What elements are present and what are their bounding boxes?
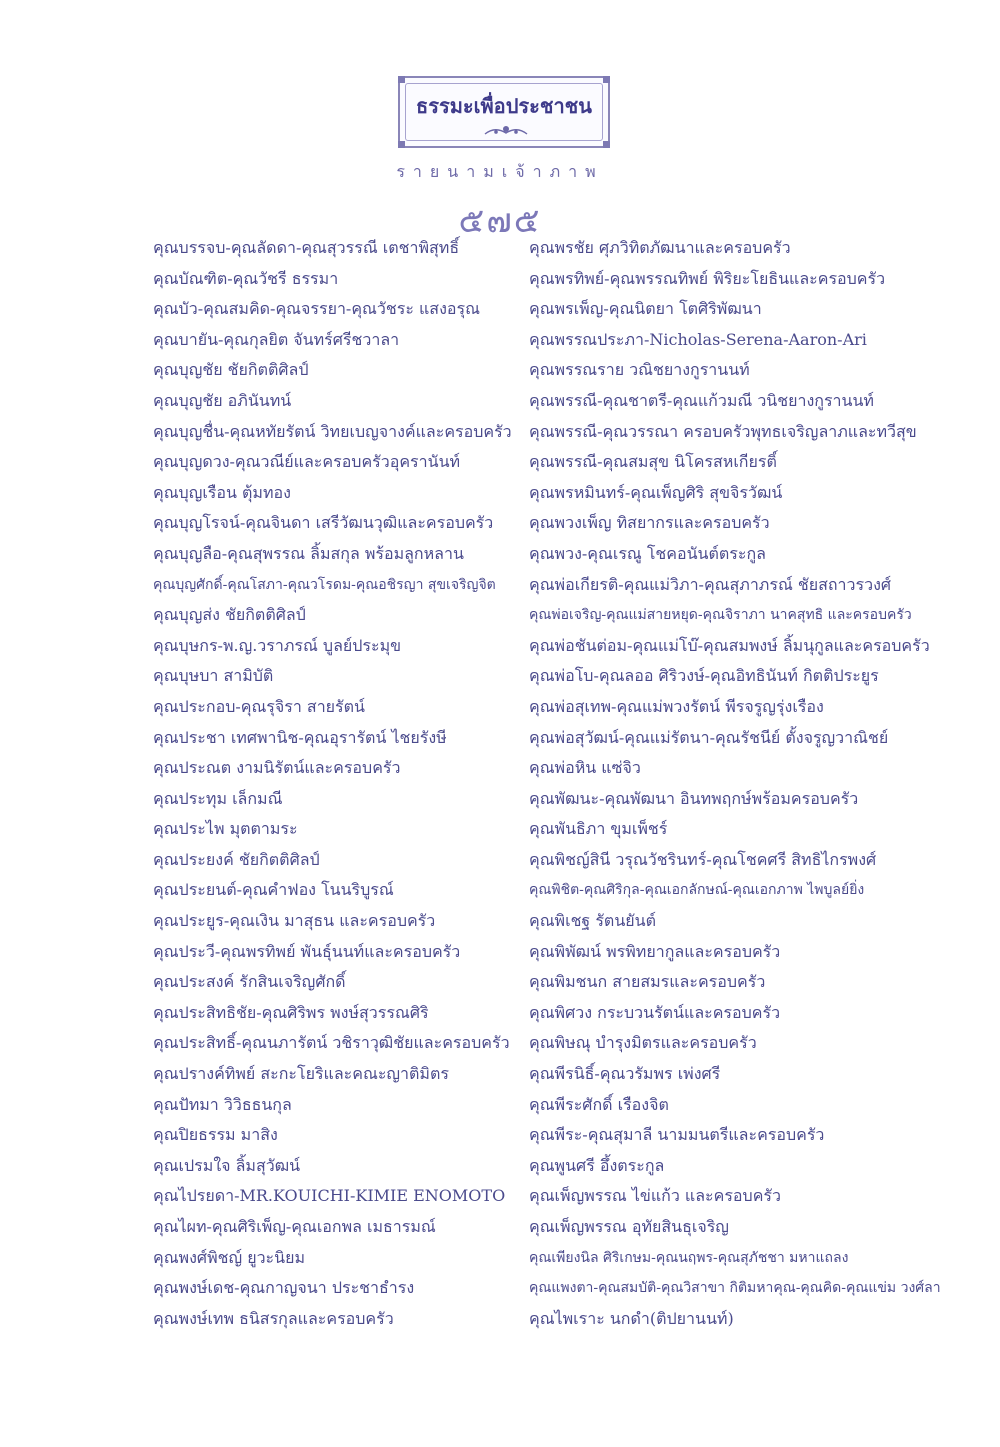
list-item: คุณบุษบา สามิบัติ	[153, 666, 274, 686]
list-item: คุณแพงตา-คุณสมบัติ-คุณวิสาขา กิติมหาคุณ-คุณคิด-คุณแข่ม วงศ์ลา	[529, 1280, 941, 1297]
list-item: คุณพวงเพ็ญ ทิสยากรและครอบครัว	[529, 513, 770, 533]
list-item: คุณพิชิต-คุณศิริกุล-คุณเอกลักษณ์-คุณเอกภาพ ไพบูลย์ยิ่ง	[529, 882, 865, 899]
list-item: คุณพรทิพย์-คุณพรรณทิพย์ พิริยะโยธินและครอบครัว	[529, 268, 886, 288]
list-item: คุณพีระ-คุณสุมาลี นามมนตรีและครอบครัว	[529, 1125, 825, 1145]
donor-list-right	[529, 233, 969, 1334]
list-item: คุณบุญโรจน์-คุณจินดา เสรีวัฒนวุฒิและครอบครัว	[153, 513, 494, 533]
list-item: คุณพงษ์เทพ ธนิสรกุลและครอบครัว	[153, 1308, 394, 1328]
list-item: คุณไผท-คุณศิริเพ็ญ-คุณเอกพล เมธารมณ์	[153, 1217, 436, 1236]
list-item: คุณบุญชื่น-คุณหทัยรัตน์ วิทยเบญจางค์และครอบครัว	[153, 421, 512, 441]
list-item: คุณบุญดวง-คุณวณีย์และครอบครัวอุครานันท์	[153, 452, 461, 472]
list-item: คุณประชา เทศพานิช-คุณอุรารัตน์ ไชยรังษี	[153, 727, 447, 747]
logo-corner	[603, 141, 610, 148]
list-item: คุณพิเชฐ รัตนยันต์	[529, 911, 656, 931]
list-item: คุณพ่อชันต่อม-คุณแม่โบ๊-คุณสมพงษ์ ลิ้มนุกูลและครอบครัว	[529, 635, 930, 655]
list-item: คุณบุญเรือน ตุ้มทอง	[153, 482, 291, 502]
list-item: คุณพรรณี-คุณวรรณา ครอบครัวพุทธเจริญลาภและทวีสุข	[529, 421, 917, 441]
list-item: คุณประสิทธิชัย-คุณศิริพร พงษ์สุวรรณศิริ	[153, 1002, 429, 1022]
list-item: คุณพิพัฒน์ พรพิทยากูลและครอบครัว	[529, 941, 781, 961]
logo-corner	[398, 141, 405, 148]
list-item: คุณพรเพ็ญ-คุณนิตยา โตศิริพัฒนา	[529, 299, 762, 319]
list-item: คุณบัว-คุณสมคิด-คุณจรรยา-คุณวัชระ แสงอรุณ	[153, 299, 480, 319]
list-item: คุณบายัน-คุณกุลยิต จันทร์ศรีชวาลา	[153, 329, 400, 349]
list-item: คุณพรรณี-คุณสมสุข นิโครสหเกียรติ์	[529, 452, 777, 472]
list-item: คุณประณต งามนิรัตน์และครอบครัว	[153, 758, 401, 778]
list-item: คุณปรางค์ทิพย์ สะกะโยริและคณะญาติมิตร	[153, 1064, 449, 1084]
list-item: คุณประสิทธิ์-คุณนภารัตน์ วชิราวุฒิชัยและครอบครัว	[153, 1033, 510, 1053]
list-item: คุณบัณฑิต-คุณวัชรี ธรรมา	[153, 268, 339, 288]
list-item: คุณไปรยดา-MR.KOUICHI-KIMIE ENOMOTO	[153, 1186, 506, 1206]
list-item: คุณพันธิภา ขุมเพ็ชร์	[529, 819, 668, 839]
list-item: คุณพรรณประภา-Nicholas-Serena-Aaron-Ari	[529, 329, 867, 349]
list-item: คุณไพเราะ นกดำ(ติปยานนท์)	[529, 1308, 734, 1328]
list-item: คุณพ่อโบ-คุณลออ ศิริวงษ์-คุณอิทธินันท์ กิตติประยูร	[529, 666, 879, 686]
list-item: คุณพรหมินทร์-คุณเพ็ญศิริ สุขจิรวัฒน์	[529, 482, 783, 502]
logo-corner	[398, 76, 405, 83]
list-item: คุณบุญลือ-คุณสุพรรณ ลิ้มสกุล พร้อมลูกหลาน	[153, 543, 464, 563]
logo-title: ธรรมะเพื่อประชาชน	[416, 94, 592, 118]
list-item: คุณเพียงนิล ศิริเกษม-คุณนฤพร-คุณสุภัชชา มหาแถลง	[529, 1249, 849, 1266]
list-item: คุณพงษ์เดช-คุณกาญจนา ประชาธำรง	[153, 1278, 415, 1298]
list-item: คุณบุษกร-พ.ญ.วราภรณ์ บูลย์ประมุข	[153, 635, 402, 655]
list-item: คุณเพ็ญพรรณ ไข่แก้ว และครอบครัว	[529, 1186, 781, 1206]
list-item: คุณปิยธรรม มาสิง	[153, 1125, 278, 1145]
list-item: คุณพรรณี-คุณชาตรี-คุณแก้วมณี วนิชยางกูรานนท์	[529, 390, 874, 410]
list-item: คุณประทุม เล็กมณี	[153, 788, 283, 808]
list-item: คุณบุญส่ง ชัยกิตติศิลป์	[153, 605, 306, 625]
list-item: คุณพิษณุ บำรุงมิตรและครอบครัว	[529, 1033, 757, 1053]
list-item: คุณพวง-คุณเรณู โชคอนันต์ตระกูล	[529, 543, 766, 563]
list-item: คุณพัฒนะ-คุณพัฒนา อินทพฤกษ์พร้อมครอบครัว	[529, 788, 859, 808]
list-item: คุณพ่อเจริญ-คุณแม่สายหยุด-คุณจิราภา นาคสุทธิ และครอบครัว	[529, 607, 912, 624]
list-item: คุณพิศวง กระบวนรัตน์และครอบครัว	[529, 1002, 781, 1022]
list-item: คุณเปรมใจ ลิ้มสุวัฒน์	[153, 1155, 301, 1175]
list-item: คุณพ่อหิน แซ่จิว	[529, 758, 641, 778]
list-item: คุณพงศ์พิชญ์ ยูวะนิยม	[153, 1247, 305, 1267]
list-item: คุณบุญชัย ชัยกิตติศิลป์	[153, 360, 309, 380]
list-item: คุณประยนต์-คุณคำฟอง โนนริบูรณ์	[153, 880, 394, 900]
list-item: คุณบุญศักดิ์-คุณโสภา-คุณวโรดม-คุณอชิรญา สุขเจริญจิต	[153, 576, 496, 593]
list-item: คุณพีรนิธิ์-คุณวรัมพร เพ่งศรี	[529, 1064, 721, 1084]
list-item: คุณประไพ มุตตามระ	[153, 819, 298, 839]
list-item: คุณประกอบ-คุณรุจิรา สายรัตน์	[153, 696, 365, 716]
donor-list-left	[153, 233, 523, 1334]
list-item: คุณพรรณราย วณิชยางกูรานนท์	[529, 360, 750, 380]
list-item: คุณบุญชัย อภินันทน์	[153, 390, 292, 410]
ornament-icon	[483, 124, 529, 138]
list-item: คุณพีระศักดิ์ เรืองจิต	[529, 1094, 669, 1114]
list-item: คุณพิมชนก สายสมรและครอบครัว	[529, 972, 766, 992]
list-item: คุณบรรจบ-คุณลัดดา-คุณสุวรรณี เตชาพิสุทธิ์	[153, 238, 460, 257]
list-item: คุณประยงค์ ชัยกิตติศิลป์	[153, 849, 320, 869]
list-item: คุณพ่อสุเทพ-คุณแม่พวงรัตน์ พีรจรูญรุ่งเรือง	[529, 696, 824, 716]
list-item: คุณพิชญ์สินี วรุณวัชรินทร์-คุณโชคศรี สิทธิไกรพงศ์	[529, 849, 877, 869]
logo-corner	[603, 76, 610, 83]
list-item: คุณประยูร-คุณเงิน มาสุธน และครอบครัว	[153, 911, 436, 931]
list-item: คุณพูนศรี อึ้งตระกูล	[529, 1155, 665, 1175]
page-number: ๕๗๕	[458, 201, 542, 241]
list-item: คุณปัทมา วิวิธธนกุล	[153, 1094, 292, 1114]
list-item: คุณพรชัย ศุภวิทิตภัฒนาและครอบครัว	[529, 238, 791, 257]
page-subtitle: รายนามเจ้าภาพ	[396, 162, 604, 181]
list-item: คุณพ่อสุวัฒน์-คุณแม่รัตนา-คุณรัชนีย์ ตั้งจรูญวาณิชย์	[529, 727, 889, 747]
list-item: คุณเพ็ญพรรณ อุทัยสินธุเจริญ	[529, 1217, 729, 1236]
logo	[398, 76, 610, 148]
list-item: คุณประวี-คุณพรทิพย์ พันธุ์นนท์และครอบครัว	[153, 941, 461, 961]
list-item: คุณพ่อเกียรติ-คุณแม่วิภา-คุณสุภาภรณ์ ชัยสถาวรวงศ์	[529, 574, 892, 594]
list-item: คุณประสงค์ รักสินเจริญศักดิ์	[153, 972, 346, 992]
